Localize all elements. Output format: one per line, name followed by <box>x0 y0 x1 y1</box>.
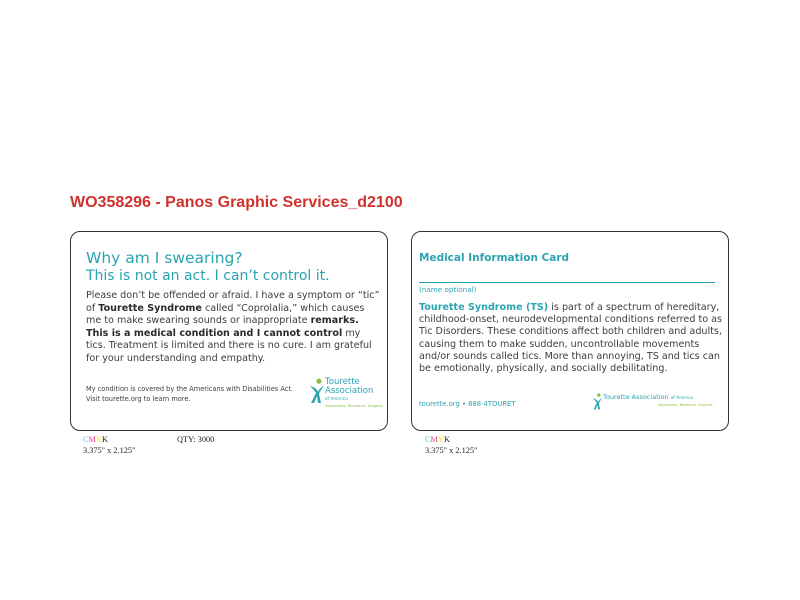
cmyk-indicator: CMYK <box>83 435 108 444</box>
quantity: QTY: 3000 <box>177 435 215 444</box>
logo-line-3: of America <box>325 396 348 401</box>
card-size: 3.375" x 2.125" <box>83 445 136 455</box>
card-front <box>70 231 388 431</box>
medical-condition-statement: This is a medical condition and I cannot control <box>86 327 343 339</box>
print-spec-back <box>425 435 477 456</box>
back-body-text: Tourette Syndrome (TS) is part of a spectrum of hereditary, childhood-onset, neurodevelopmental conditions referred to as Tic Disorders. These conditions affect both children and adults, causing them to make sudden, uncontrollable movements and/or sounds called tics. More than annoying, TS and tics can be emotionally, physically, and socially debilitating. <box>419 302 723 375</box>
tourette-association-logo <box>592 393 714 410</box>
tourette-figure-icon <box>309 378 325 404</box>
ada-footnote: My condition is covered by the Americans with Disabilities Act. Visit tourette.org to learn more. <box>86 385 294 403</box>
ts-term: Tourette Syndrome <box>98 302 202 314</box>
cmyk-indicator: CMYK <box>425 435 450 444</box>
logo-tagline: Awareness. Research. Support. <box>325 403 384 408</box>
name-signature-line <box>419 282 715 283</box>
front-body-text: Please don’t be offended or afraid. I have a symptom or “tic” of Tourette Syndrome called “Coprolalia,” which causes me to make swearing sounds or inappropriate remarks. This is a medical condition and I cannot control my tics. Treatment is limited and there is no cure. I am grateful for your understanding and empathy. <box>86 290 380 364</box>
ts-term: Tourette Syndrome (TS) <box>419 302 549 313</box>
logo-line-2: Association <box>325 385 374 396</box>
logo-name: Tourette Association of America <box>603 393 694 401</box>
card-size: 3.375" x 2.125" <box>425 445 478 455</box>
logo-tagline: Awareness. Research. Support. <box>658 403 714 407</box>
name-optional-label: (name optional) <box>419 285 477 294</box>
tourette-association-logo <box>309 378 384 408</box>
tourette-figure-icon <box>592 393 603 410</box>
card-back <box>411 231 729 431</box>
print-spec-front <box>83 435 135 456</box>
job-title: WO358296 - Panos Graphic Services_d2100 <box>70 194 403 211</box>
front-subhead: This is not an act. I can’t control it. <box>86 268 330 284</box>
front-headline: Why am I swearing? <box>86 249 243 267</box>
logo-line-1: Tourette <box>325 377 360 387</box>
back-title: Medical Information Card <box>419 252 570 264</box>
contact-info: tourette.org • 888-4TOURET <box>419 400 516 408</box>
